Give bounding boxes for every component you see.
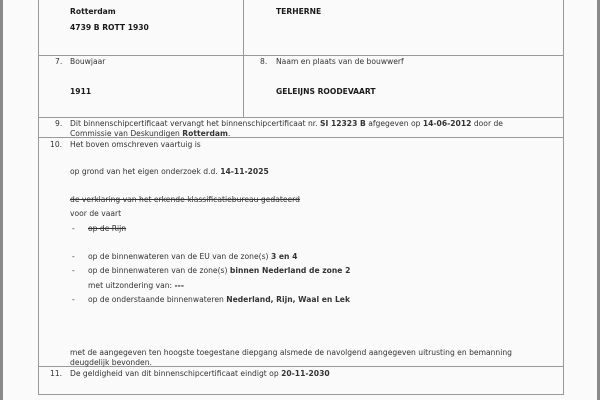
row-divider — [38, 117, 564, 118]
bullet: - — [72, 224, 75, 233]
nl-zones: op de binnenwateren van de zone(s) binnen Nederland de zone 2 — [88, 266, 351, 275]
replacement-line-2: Commissie van Deskundigen Rotterdam. — [70, 129, 231, 138]
place: Rotterdam — [70, 7, 116, 16]
row-divider — [38, 55, 564, 56]
listed-waters: op de onderstaande binnenwateren Nederland, Rijn, Waal en Lek — [88, 295, 350, 304]
bullet: - — [72, 295, 75, 304]
exceptions: met uitzondering van: --- — [88, 281, 184, 290]
item-number: 7. — [55, 57, 63, 66]
home-port: TERHERNE — [276, 7, 322, 16]
column-divider — [243, 0, 244, 117]
bullet: - — [72, 266, 75, 275]
shipyard-value: GELEIJNS ROODEVAART — [276, 87, 376, 96]
replacement-line-1: Dit binnenschipcertificaat vervangt het binnenschipcertificaat nr. SI 12323 B afgegeven op 14-06-2012 door de — [70, 119, 503, 128]
validity: De geldigheid van dit binnenschipcertificaat eindigt op 20-11-2030 — [70, 369, 330, 378]
item-number: 9. — [55, 119, 63, 128]
shipyard-label: Naam en plaats van de bouwwerf — [276, 57, 404, 66]
navigation-intro: voor de vaart — [70, 209, 122, 218]
certificate-page — [3, 0, 597, 400]
eu-zones: op de binnenwateren van de EU van de zone(s) 3 en 4 — [88, 252, 298, 261]
build-year-value: 1911 — [70, 87, 92, 96]
closing-line-2: deugdelijk bevonden. — [70, 358, 152, 367]
intro-text: Het boven omschreven vaartuig is — [70, 140, 201, 149]
closing-line-1: met de aangegeven ten hoogste toegestane diepgang alsmede de navolgend aangegeven uitrusting en bemanning — [70, 348, 512, 357]
table-border-left — [38, 0, 39, 394]
item-number: 11. — [50, 369, 63, 378]
table-border-bottom — [38, 394, 564, 395]
bullet: - — [72, 252, 75, 261]
item-number: 10. — [50, 140, 63, 149]
build-year-label: Bouwjaar — [70, 57, 106, 66]
registration: 4739 B ROTT 1930 — [70, 23, 149, 32]
item-number: 8. — [260, 57, 268, 66]
struck-rhine: op de Rijn — [88, 224, 127, 233]
inspection-basis: op grond van het eigen onderzoek d.d. 14-11-2025 — [70, 167, 269, 176]
struck-declaration: de verklaring van het erkende klassificatiebureau gedateerd — [70, 195, 300, 204]
table-border-right — [563, 0, 564, 394]
